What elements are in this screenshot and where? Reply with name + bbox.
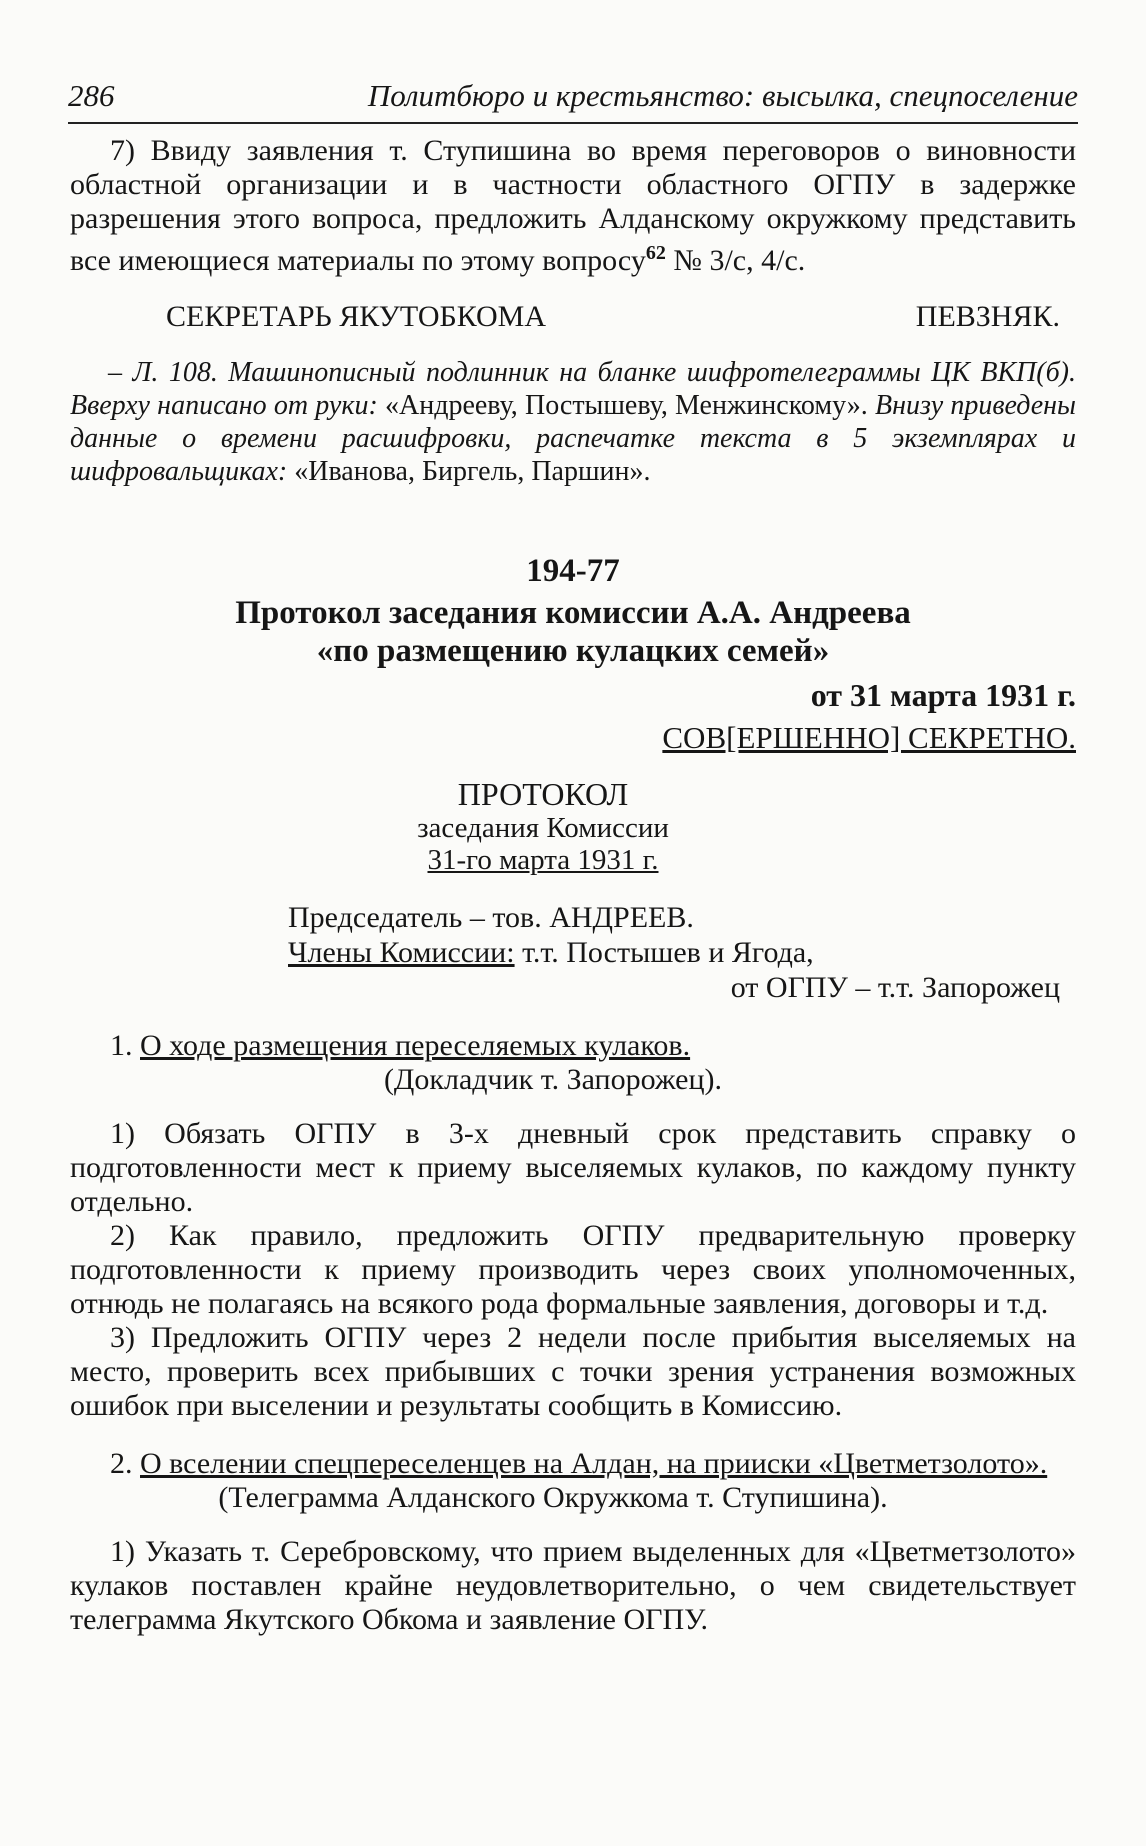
members-label: Члены Комиссии: [288, 936, 515, 969]
prev-item-7-text: 7) Ввиду заявления т. Ступишина во время переговоров о виновности областной организации и в частности областного ОГПУ в задержке разрешения этого вопроса, предложить Алданскому окружкому представить все имеющиеся материалы по этому вопросу [70, 134, 1076, 277]
section-2-reporter: (Телеграмма Алданского Окружкома т. Ступишина). [218, 1481, 888, 1514]
ogpu-representative: от ОГПУ – т.т. Запорожец [730, 971, 1060, 1004]
signature-name: ПЕВЗНЯК. [915, 300, 1060, 333]
members-names: т.т. Постышев и Ягода, [514, 936, 814, 969]
chairman: Председатель – тов. АНДРЕЕВ. [288, 901, 694, 934]
section-1-reporter: (Докладчик т. Запорожец). [383, 1063, 723, 1096]
protocol-heading: ПРОТОКОЛ [457, 776, 629, 812]
document-date: от 31 марта 1931 г. [810, 677, 1076, 713]
section-1-point-1: 1) Обязать ОГПУ в 3-х дневный срок представить справку о подготовленности мест к приему выселяемых кулаков, по каждому пункту отдельно. [70, 1117, 1076, 1218]
secrecy-wrap [70, 720, 1076, 756]
section-2-title: О вселении спецпереселенцев на Алдан, на прииски «Цветметзолото». [140, 1447, 1048, 1480]
running-title: Политбюро и крестьянство: высылка, спецпоселение [367, 78, 1078, 113]
document-title-line-1: Протокол заседания комиссии А.А. Андреева [235, 595, 911, 631]
prev-item-7-refs: № 3/с, 4/с. [665, 244, 806, 277]
note-part-b: «Андрееву, Постышеву, Менжинскому». [385, 390, 868, 421]
page-body [70, 134, 1076, 1637]
commission-members [70, 900, 1076, 1005]
note-part-c: Внизу приведены данные о времени расшифровки, распечатке текста в 5 экземплярах и шифровальщиках: [70, 390, 1077, 487]
section-2-point-1: 1) Указать т. Серебровскому, что прием выделенных для «Цветметзолото» кулаков поставлен крайне неудовлетворительно, о чем свидетельствует телеграмма Якутского Обкома и заявление ОГПУ. [70, 1535, 1076, 1636]
footnote-ref: 62 [645, 242, 666, 264]
archival-note [70, 356, 1076, 488]
protocol-subtitle: заседания Комиссии [417, 812, 669, 844]
section-1-number: 1. [110, 1029, 140, 1062]
members-line [288, 935, 1076, 970]
section-2-heading [70, 1447, 1076, 1481]
note-part-d: «Иванова, Биргель, Паршин». [294, 456, 651, 487]
protocol-date: 31-го марта 1931 г. [427, 844, 659, 876]
protocol-date-wrap [70, 844, 1076, 876]
section-1-heading [70, 1029, 1076, 1063]
section-1-title: О ходе размещения переселяемых кулаков. [140, 1029, 691, 1062]
section-1-point-2: 2) Как правило, предложить ОГПУ предварительную проверку подготовленности к приему производить через своих уполномоченных, отнюдь не полагаясь на всякого рода формальные заявления, договоры и т.д. [70, 1219, 1076, 1320]
prev-item-7 [70, 134, 1076, 278]
page-header [68, 78, 1078, 124]
page-number: 286 [68, 78, 115, 113]
section-2-number: 2. [110, 1447, 140, 1480]
secrecy-mark: СОВ[ЕРШЕННО] СЕКРЕТНО. [662, 720, 1076, 755]
note-part-a: – Л. 108. Машинописный подлинник на бланке шифротелеграммы ЦК ВКП(б). Вверху написано от руки: [70, 357, 1076, 421]
document-title-line-2: «по размещению кулацких семей» [316, 633, 830, 669]
signature-role: СЕКРЕТАРЬ ЯКУТОБКОМА [166, 300, 547, 333]
document-number: 194-77 [526, 553, 620, 589]
signature-block [70, 300, 1076, 334]
section-1-point-3: 3) Предложить ОГПУ через 2 недели после прибытия выселяемых на место, проверить всех прибывших с точки зрения устранения возможных ошибок при выселении и результаты сообщить в Комиссию. [70, 1321, 1076, 1422]
